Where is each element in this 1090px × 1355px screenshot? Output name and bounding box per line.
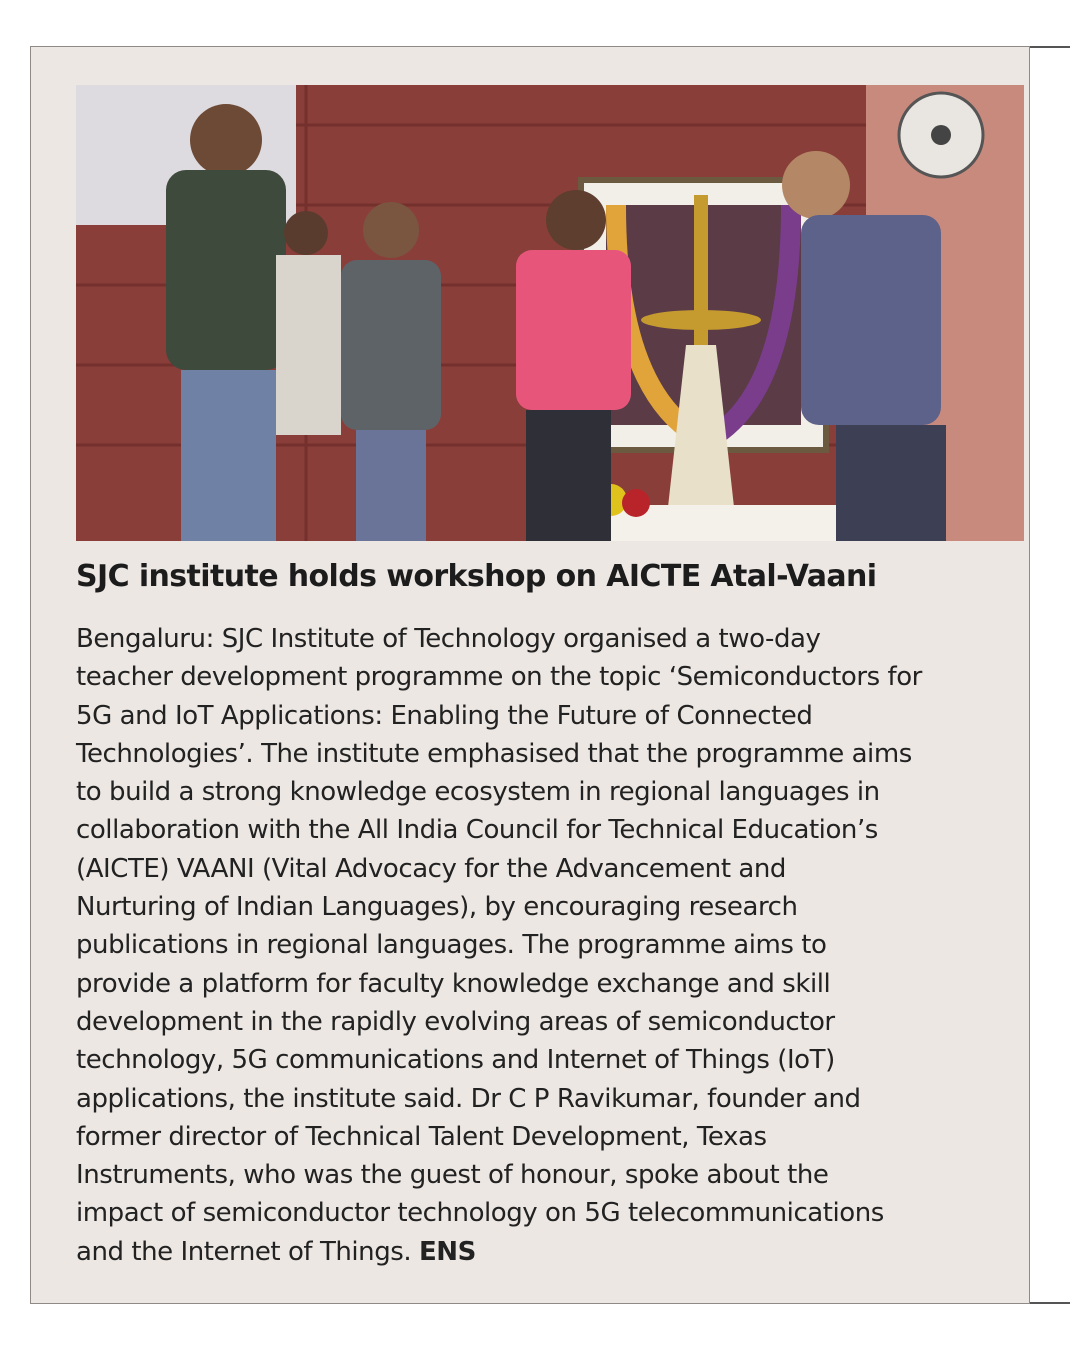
body-line: collaboration with the All India Council for Technical Education’s <box>76 815 878 846</box>
headline: SJC institute holds workshop on AICTE Atal-Vaani <box>76 559 877 594</box>
article-body <box>76 620 1036 1271</box>
body-line: teacher development programme on the topic ‘Semiconductors for <box>76 662 922 693</box>
body-line: applications, the institute said. Dr C P Ravikumar, founder and <box>76 1083 861 1114</box>
photo-illustration <box>76 85 1024 541</box>
body-line-text: and the Internet of Things. <box>76 1236 412 1267</box>
body-line: to build a strong knowledge ecosystem in regional languages in <box>76 777 880 808</box>
body-line: publications in regional languages. The programme aims to <box>76 930 827 961</box>
wall-fan-icon <box>899 93 983 177</box>
body-line: former director of Technical Talent Development, Texas <box>76 1121 767 1152</box>
body-line: Bengaluru: SJC Institute of Technology organised a two-day <box>76 624 821 654</box>
news-agency-credit: ENS <box>419 1236 476 1267</box>
body-line: Instruments, who was the guest of honour, spoke about the <box>76 1160 829 1191</box>
news-clipping <box>30 46 1030 1304</box>
body-line: technology, 5G communications and Internet of Things (IoT) <box>76 1045 835 1076</box>
body-line: (AICTE) VAANI (Vital Advocacy for the Advancement and <box>76 853 786 884</box>
body-line: provide a platform for faculty knowledge exchange and skill <box>76 968 831 999</box>
body-line: impact of semiconductor technology on 5G telecommunications <box>76 1198 884 1229</box>
body-line: 5G and IoT Applications: Enabling the Future of Connected <box>76 700 813 731</box>
body-line: Technologies’. The institute emphasised that the programme aims <box>76 738 912 769</box>
body-line-last <box>76 1233 1036 1271</box>
body-line: Nurturing of Indian Languages), by encouraging research <box>76 892 798 923</box>
lamp-lighting-ceremony-photo <box>76 85 1024 541</box>
body-line: development in the rapidly evolving areas of semiconductor <box>76 1006 835 1037</box>
